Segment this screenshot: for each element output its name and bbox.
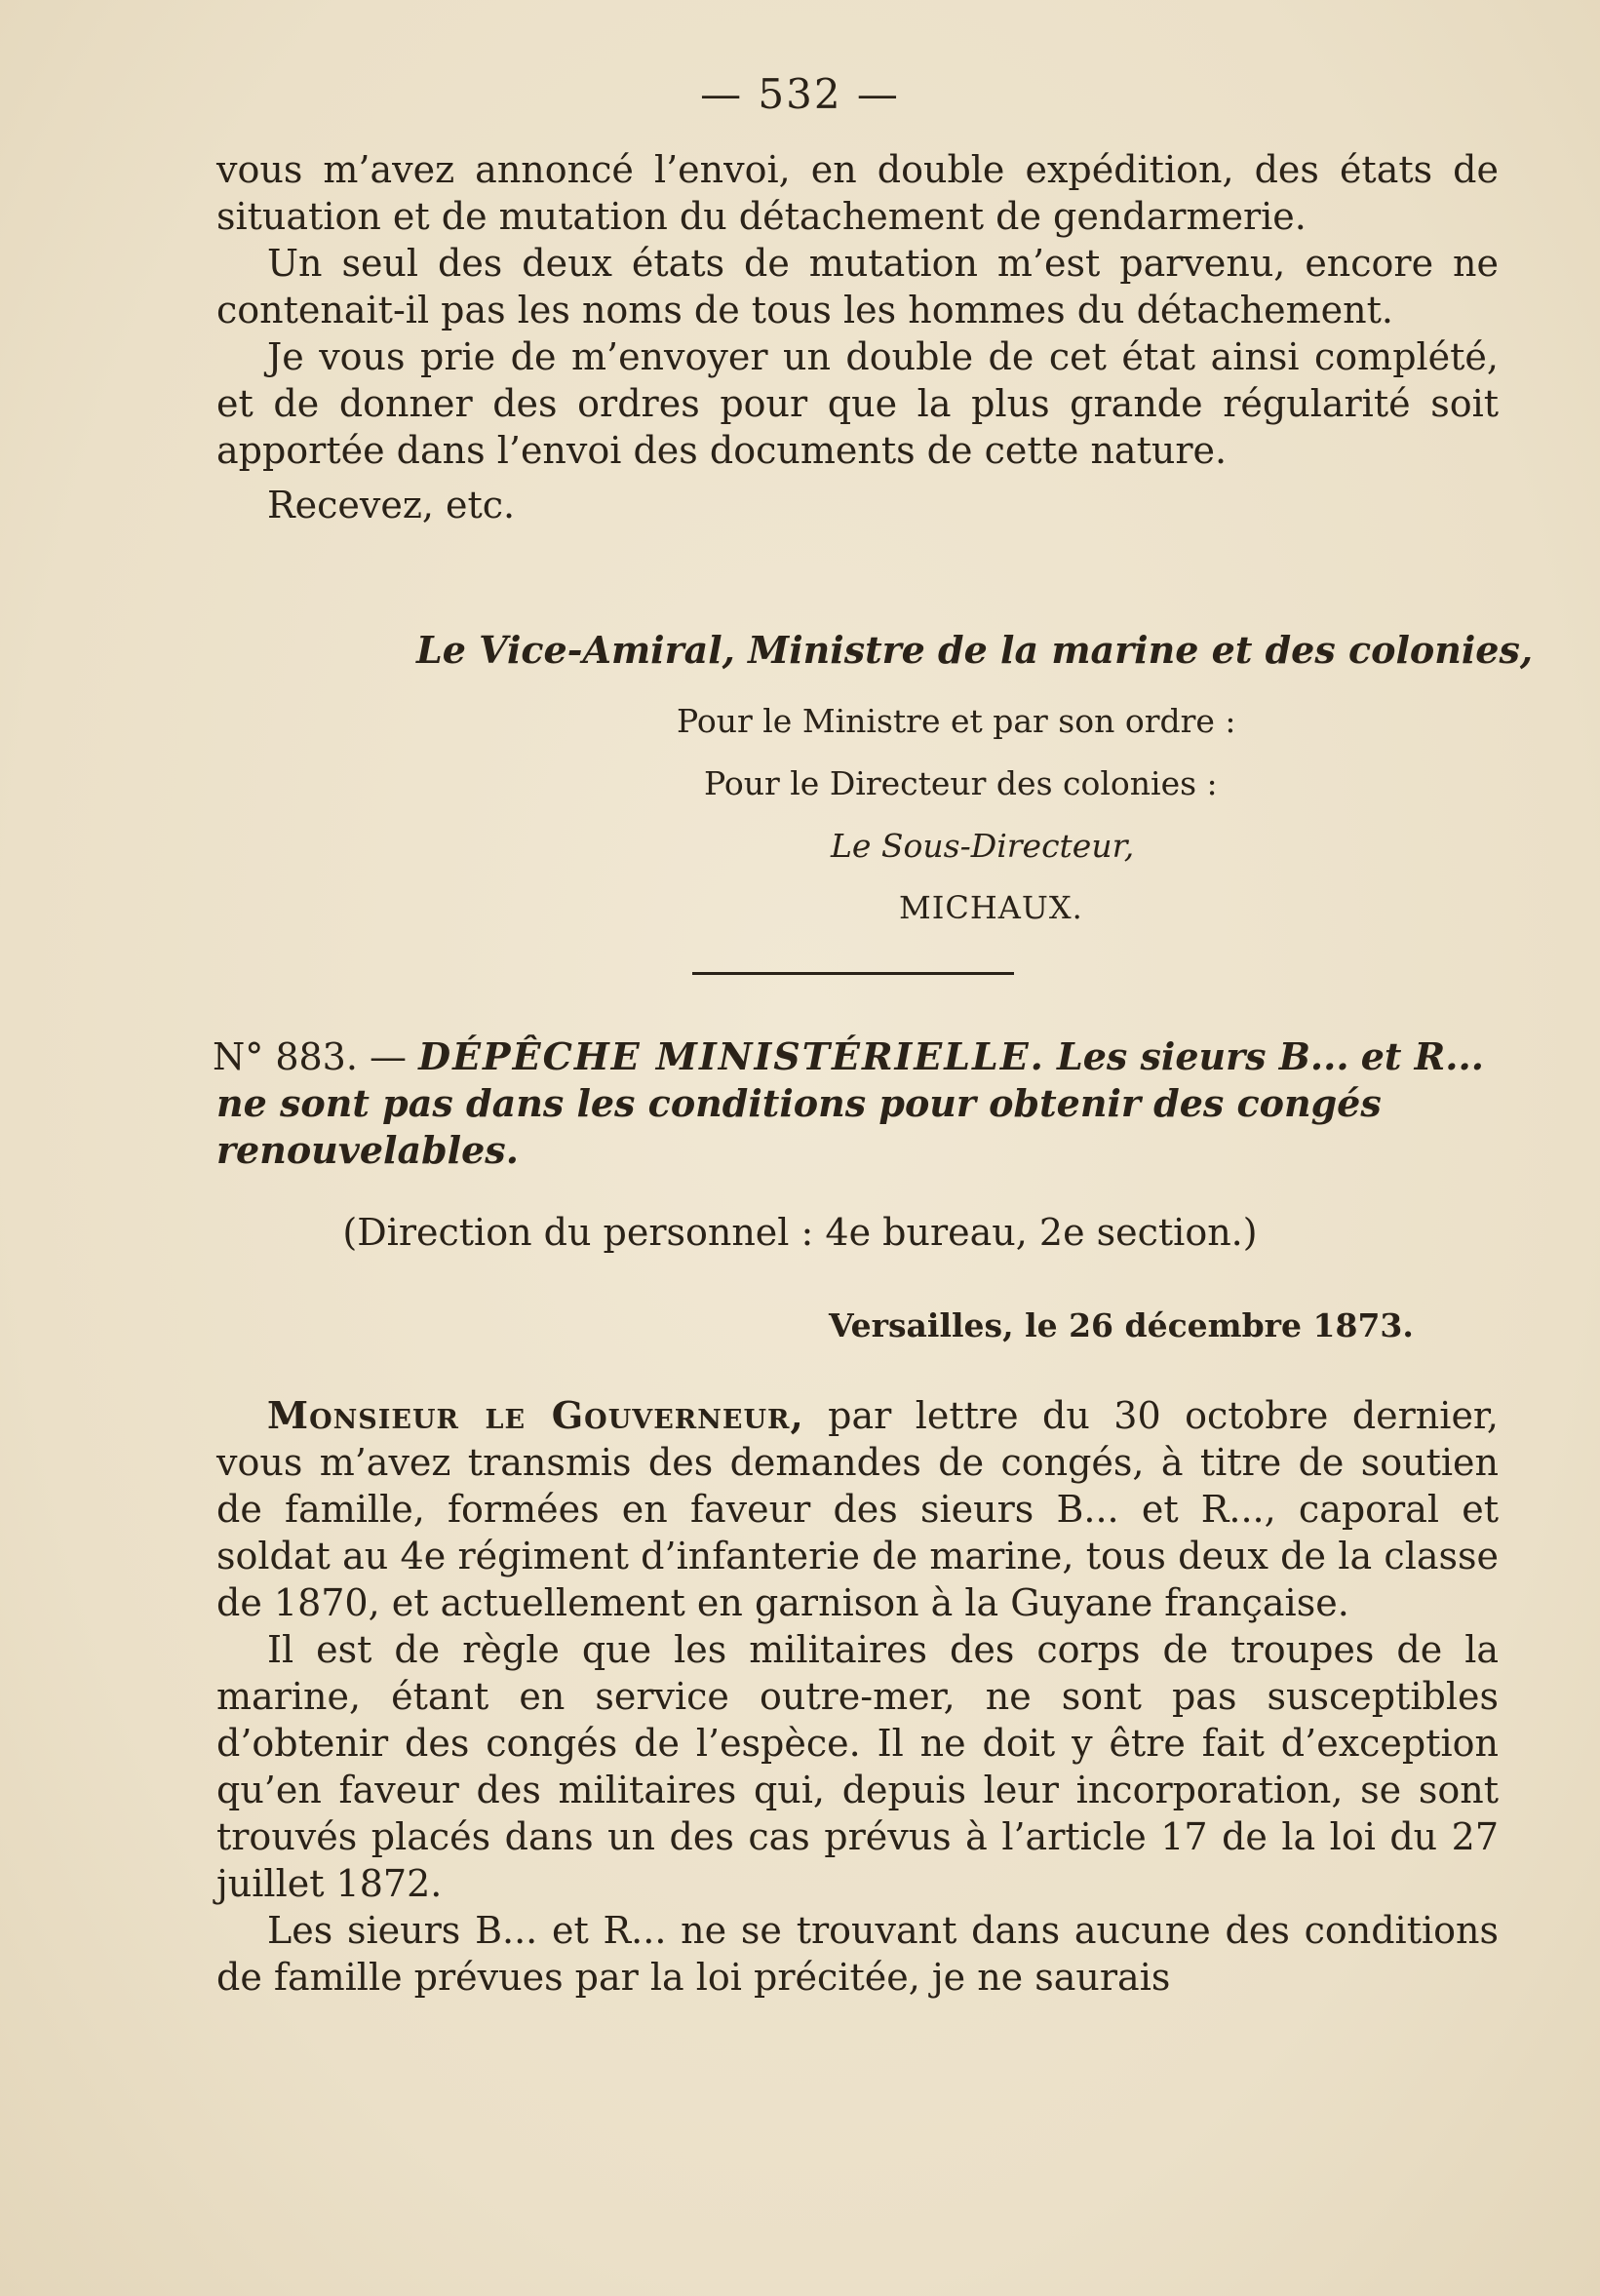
dispatch-summary: Les sieurs B...: [1057, 1034, 1349, 1078]
paragraph-continued: vous m’avez annoncé l’envoi, en double expédition, des états de situation et de mutation du détachement de gendarmerie.: [216, 148, 1499, 238]
signature-minister: Le Vice-Amiral, Ministre de la marine et des colonies,: [416, 628, 1534, 672]
signature-line: Le Sous-Directeur,: [831, 827, 1135, 865]
signature-line: Pour le Ministre et par son ordre :: [677, 702, 1236, 740]
paragraph: Un seul des deux états de mutation m’est parvenu, encore ne contenait-il pas les noms de tous les hommes du détachement.: [216, 242, 1499, 331]
dateline: Versailles, le 26 décembre 1873.: [829, 1306, 1414, 1344]
paragraph: Il est de règle que les militaires des corps de troupes de la marine, étant en service outre-mer, ne sont pas susceptibles d’obtenir des congés de l’espèce. Il ne doit y être fait d’exception qu’en faveur des militaires qui, depuis leur incorporation, se sont trouvés placés dans un des cas prévus à l’article 17 de la loi du 27 juillet 1872.: [216, 1628, 1499, 1905]
direction-line: (Direction du personnel : 4e bureau, 2e section.): [342, 1211, 1258, 1254]
dispatch-summary: et R... ne sont pas dans les conditions pour obtenir des congés renouvelables.: [216, 1034, 1484, 1172]
dispatch-title: DÉPÊCHE MINISTÉRIELLE.: [418, 1034, 1045, 1078]
paragraph-text: par lettre du 30 octobre dernier, vous m’avez transmis des demandes de congés, à titre de soutien de famille, formées en faveur des sieurs B... et R..., caporal et soldat au 4e régiment d’infanterie de marine, tous deux de la classe de 1870, et actuellement en garnison à la Guyane française.: [216, 1394, 1499, 1624]
dispatch-number: N° 883. —: [213, 1035, 408, 1078]
paragraph: Les sieurs B... et R... ne se trouvant dans aucune des conditions de famille prévues par la loi précitée, je ne saurais: [216, 1909, 1499, 1999]
page-number: — 532 —: [700, 70, 900, 118]
closing-formula: Recevez, etc.: [267, 484, 516, 526]
letter-body: [216, 1392, 1499, 2001]
salutation: Monsieur le Gouverneur,: [267, 1393, 804, 1437]
previous-letter-text: [216, 146, 1499, 528]
section-divider: [692, 972, 1014, 975]
signatory-name: MICHAUX.: [899, 889, 1083, 926]
paragraph: [216, 1392, 1499, 1626]
paragraph: Je vous prie de m’envoyer un double de cet état ainsi complété, et de donner des ordres pour que la plus grande régularité soit apportée dans l’envoi des documents de cette nature.: [216, 335, 1499, 472]
dispatch-heading: [213, 1033, 1499, 1174]
signature-line: Pour le Directeur des colonies :: [704, 764, 1218, 802]
